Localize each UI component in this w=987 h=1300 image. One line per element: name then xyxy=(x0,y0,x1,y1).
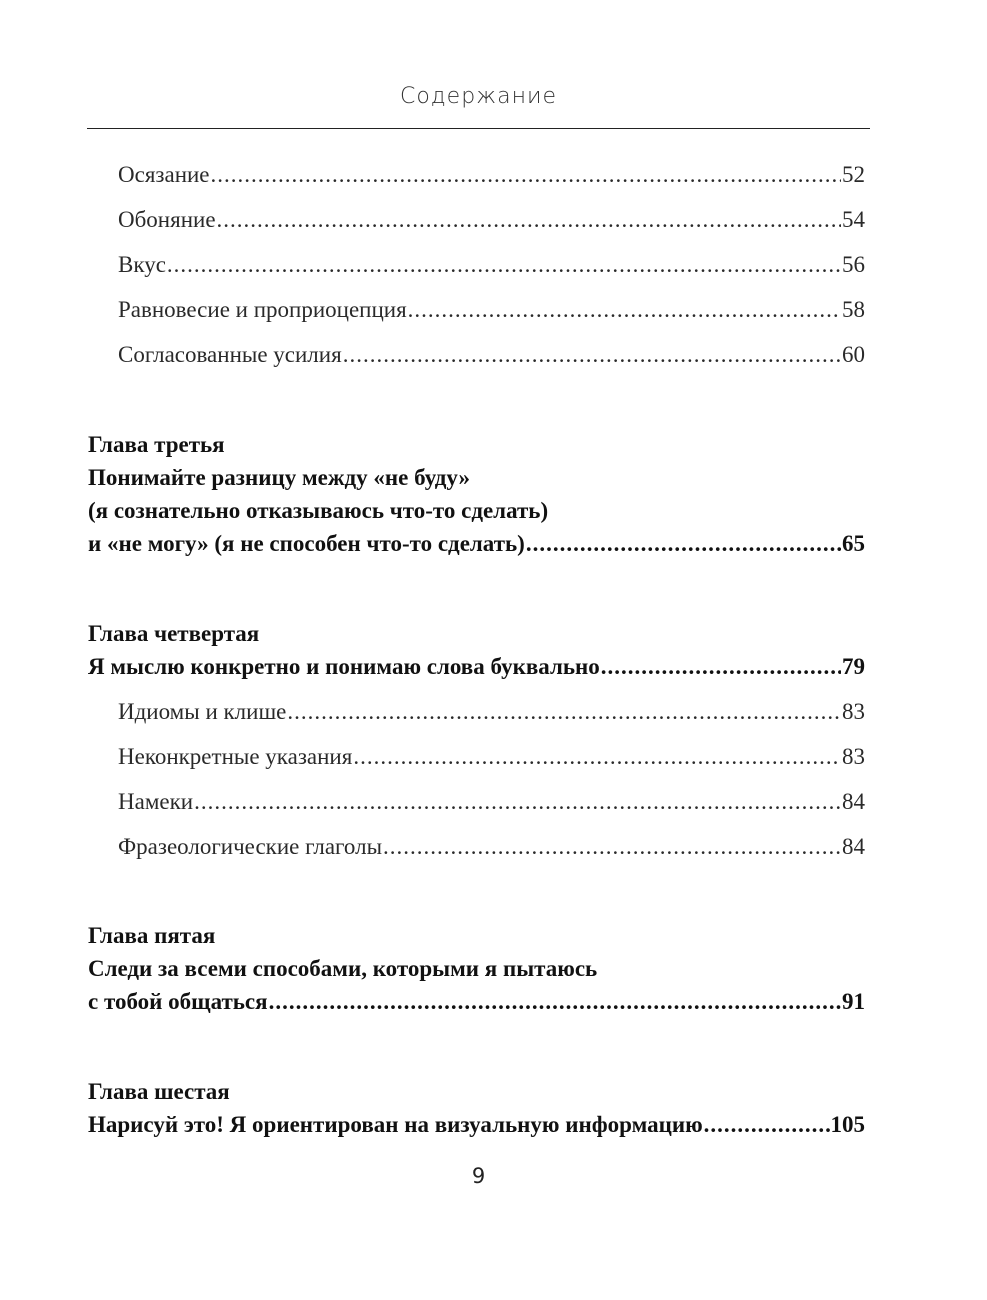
chapter-3-title-line-2 xyxy=(88,496,865,526)
toc-leader xyxy=(704,1110,830,1140)
toc-entry-label: Намеки xyxy=(118,789,194,814)
toc-entry[interactable] xyxy=(118,295,865,325)
chapter-6-heading xyxy=(88,1077,865,1107)
toc-leader xyxy=(383,832,841,862)
toc-entry-page: 91 xyxy=(842,989,865,1014)
header-title: Содержание xyxy=(399,84,558,109)
toc-entry[interactable] xyxy=(118,697,865,727)
toc-entry-label: Осязание xyxy=(118,162,210,187)
toc-leader xyxy=(287,697,841,727)
toc-leader xyxy=(408,295,841,325)
chapter-heading-label: Глава третья xyxy=(88,432,225,457)
toc-leader xyxy=(217,205,841,235)
header-divider xyxy=(87,128,870,129)
toc-entry-page: 105 xyxy=(830,1112,865,1137)
toc-entry-page: 52 xyxy=(842,162,865,187)
chapter-heading-label: Глава шестая xyxy=(88,1079,230,1104)
toc-entry-label: Обоняние xyxy=(118,207,216,232)
chapter-title-text: Нарисуй это! Я ориентирован на визуальную информацию xyxy=(88,1112,703,1137)
toc-entry[interactable] xyxy=(118,742,865,772)
toc-entry-label: Неконкретные указания xyxy=(118,744,353,769)
chapter-5-entry[interactable] xyxy=(88,987,865,1017)
chapter-3-heading xyxy=(88,430,865,460)
chapter-heading-label: Глава пятая xyxy=(88,923,216,948)
toc-entry-page: 83 xyxy=(842,699,865,724)
chapter-heading-label: Глава четвертая xyxy=(88,621,260,646)
chapter-title-text: с тобой общаться xyxy=(88,989,268,1014)
toc-entry-label: Равновесие и проприоцепция xyxy=(118,297,407,322)
toc-leader xyxy=(353,742,841,772)
toc-leader xyxy=(343,340,841,370)
toc-entry-page: 60 xyxy=(842,342,865,367)
toc-entry-page: 84 xyxy=(842,789,865,814)
toc-entry-page: 84 xyxy=(842,834,865,859)
toc-entry-page: 56 xyxy=(842,252,865,277)
chapter-title-text: Следи за всеми способами, которыми я пытаюсь xyxy=(88,956,598,981)
chapter-5-heading xyxy=(88,921,865,951)
toc-entry[interactable] xyxy=(118,250,865,280)
toc-entry[interactable] xyxy=(118,205,865,235)
toc-leader xyxy=(269,987,841,1017)
chapter-title-text: Я мыслю конкретно и понимаю слова буквально xyxy=(88,654,600,679)
toc-leader xyxy=(194,787,841,817)
chapter-title-text: (я сознательно отказываюсь что-то сделать) xyxy=(88,498,549,523)
toc-entry-label: Фразеологические глаголы xyxy=(118,834,383,859)
toc-entry[interactable] xyxy=(118,832,865,862)
page-number: 9 xyxy=(471,1164,486,1188)
toc-entry-page: 65 xyxy=(842,531,865,556)
chapter-4-entry[interactable] xyxy=(88,652,865,682)
chapter-title-text: Понимайте разницу между «не буду» xyxy=(88,465,470,490)
chapter-3-title-line-1 xyxy=(88,463,865,493)
toc-entry-label: Вкус xyxy=(118,252,166,277)
chapter-4-heading xyxy=(88,619,865,649)
toc-entry[interactable] xyxy=(118,160,865,190)
toc-entry-page: 54 xyxy=(842,207,865,232)
toc-entry-page: 79 xyxy=(842,654,865,679)
toc-entry[interactable] xyxy=(118,340,865,370)
toc-entry-label: Идиомы и клише xyxy=(118,699,287,724)
chapter-6-entry[interactable] xyxy=(88,1110,865,1140)
chapter-title-text: и «не могу» (я не способен что-то сделать) xyxy=(88,531,525,556)
toc-entry-page: 58 xyxy=(842,297,865,322)
toc-entry-page: 83 xyxy=(842,744,865,769)
toc-leader xyxy=(601,652,841,682)
chapter-5-title-line-1 xyxy=(88,954,865,984)
toc-leader xyxy=(526,529,841,559)
toc-leader xyxy=(167,250,841,280)
toc-leader xyxy=(211,160,841,190)
chapter-3-entry[interactable] xyxy=(88,529,865,559)
toc-entry[interactable] xyxy=(118,787,865,817)
toc-entry-label: Согласованные усилия xyxy=(118,342,342,367)
